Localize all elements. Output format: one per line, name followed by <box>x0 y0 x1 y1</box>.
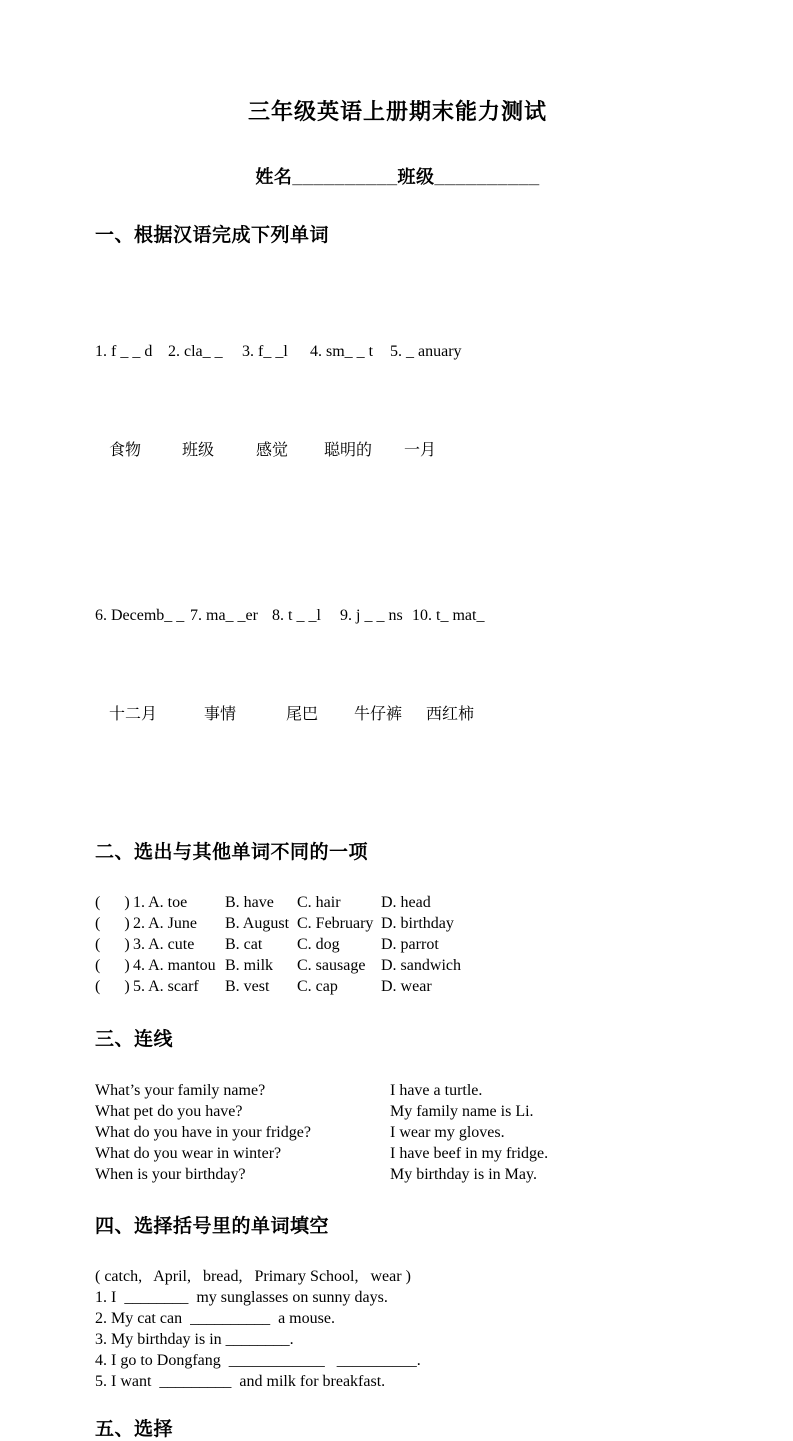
answer-parens: ( ) <box>95 935 130 953</box>
option-b: B. vest <box>225 977 270 995</box>
option-d: D. head <box>381 893 431 911</box>
question-stem: 5. A. scarf <box>133 977 199 995</box>
word-gloss: 十二月 <box>109 705 158 723</box>
option-b: B. cat <box>225 935 263 953</box>
section-1-heading: 一、根据汉语完成下列单词 <box>95 224 330 246</box>
question-stem: 3. A. cute <box>133 935 195 953</box>
option-d: D. birthday <box>381 914 454 932</box>
word-blank: 2. cla_ _ <box>168 342 223 360</box>
word-item <box>95 533 190 797</box>
option-c: C. hair <box>297 893 341 911</box>
fill-item: 4. I go to Dongfang ____________ __________. <box>95 1351 421 1369</box>
match-left: What do you wear in winter? <box>95 1144 282 1162</box>
option-d: D. wear <box>381 977 432 995</box>
match-row <box>95 1122 700 1143</box>
word-gloss: 事情 <box>204 705 237 723</box>
fill-item: 1. I ________ my sunglasses on sunny days. <box>95 1288 388 1306</box>
option-b: B. August <box>225 914 290 932</box>
word-bank: ( catch, April, bread, Primary School, wear ) <box>95 1267 411 1285</box>
section-2-heading: 二、选出与其他单词不同的一项 <box>95 841 369 863</box>
word-gloss: 聪明的 <box>324 441 373 459</box>
option-d: D. parrot <box>381 935 439 953</box>
word-blank: 4. sm_ _ t <box>310 342 374 360</box>
word-gloss: 牛仔裤 <box>354 705 403 723</box>
word-item <box>272 533 340 797</box>
section-2-questions <box>95 892 700 997</box>
word-item <box>310 269 390 533</box>
question-row <box>95 976 700 997</box>
section-4-fill <box>95 1266 700 1392</box>
match-right: I wear my gloves. <box>390 1123 505 1141</box>
word-blank: 10. t_ mat_ <box>412 606 485 624</box>
word-blank: 7. ma_ _er <box>190 606 258 624</box>
word-item <box>168 269 242 533</box>
section-3-heading: 三、连线 <box>95 1028 174 1050</box>
section-5-heading: 五、选择 <box>95 1418 174 1440</box>
word-gloss: 尾巴 <box>286 705 319 723</box>
word-item <box>340 533 412 797</box>
word-item <box>242 269 310 533</box>
match-right: My family name is Li. <box>390 1102 534 1120</box>
match-right: My birthday is in May. <box>390 1165 537 1183</box>
match-left: What do you have in your fridge? <box>95 1123 311 1141</box>
word-gloss: 食物 <box>109 441 142 459</box>
name-class-line: 姓名__________班级__________ <box>255 166 540 187</box>
question-stem: 2. A. June <box>133 914 197 932</box>
word-row-1 <box>95 269 700 533</box>
match-left: When is your birthday? <box>95 1165 246 1183</box>
question-row <box>95 913 700 934</box>
question-row <box>95 934 700 955</box>
word-gloss: 班级 <box>182 441 215 459</box>
answer-parens: ( ) <box>95 977 130 995</box>
match-left: What’s your family name? <box>95 1081 266 1099</box>
word-gloss: 感觉 <box>256 441 289 459</box>
option-c: C. dog <box>297 935 340 953</box>
word-row-2 <box>95 533 700 797</box>
match-right: I have a turtle. <box>390 1081 483 1099</box>
word-item <box>95 269 168 533</box>
match-row <box>95 1080 700 1101</box>
word-gloss: 西红柿 <box>426 705 475 723</box>
section-4-heading: 四、选择括号里的单词填空 <box>95 1215 330 1237</box>
option-c: C. February <box>297 914 374 932</box>
word-item <box>412 533 700 797</box>
doc-title: 三年级英语上册期末能力测试 <box>247 99 547 124</box>
word-blank: 6. Decemb_ _ <box>95 606 185 624</box>
word-blank: 8. t _ _l <box>272 606 321 624</box>
question-row <box>95 892 700 913</box>
question-stem: 1. A. toe <box>133 893 188 911</box>
word-blank: 3. f_ _l <box>242 342 288 360</box>
fill-item: 3. My birthday is in ________. <box>95 1330 294 1348</box>
option-b: B. have <box>225 893 274 911</box>
fill-item: 2. My cat can __________ a mouse. <box>95 1309 335 1327</box>
option-c: C. sausage <box>297 956 366 974</box>
question-row <box>95 955 700 976</box>
answer-parens: ( ) <box>95 956 130 974</box>
section-1-words <box>95 269 700 797</box>
answer-parens: ( ) <box>95 914 130 932</box>
word-blank: 5. _ anuary <box>390 342 462 360</box>
word-item <box>390 269 700 533</box>
match-left: What pet do you have? <box>95 1102 243 1120</box>
word-blank: 1. f _ _ d <box>95 342 153 360</box>
match-row <box>95 1143 700 1164</box>
option-d: D. sandwich <box>381 956 461 974</box>
word-blank: 9. j _ _ ns <box>340 606 403 624</box>
match-row <box>95 1164 700 1185</box>
match-right: I have beef in my fridge. <box>390 1144 549 1162</box>
word-gloss: 一月 <box>404 441 437 459</box>
answer-parens: ( ) <box>95 893 130 911</box>
section-3-matching <box>95 1080 700 1185</box>
word-item <box>190 533 272 797</box>
match-row <box>95 1101 700 1122</box>
option-c: C. cap <box>297 977 338 995</box>
question-stem: 4. A. mantou <box>133 956 216 974</box>
fill-item: 5. I want _________ and milk for breakfast. <box>95 1372 386 1390</box>
option-b: B. milk <box>225 956 274 974</box>
